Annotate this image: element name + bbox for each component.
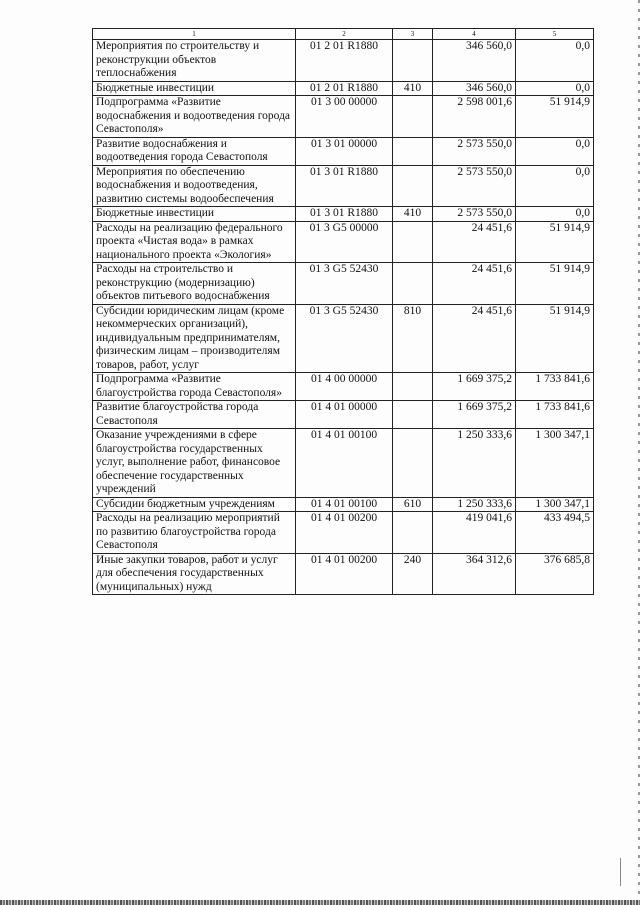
row-code: 01 3 G5 52430 [296,263,393,305]
row-value-2022: 0,0 [516,207,594,222]
row-value-2022: 0,0 [516,137,594,165]
row-value-2022: 0,0 [516,165,594,207]
table-row [93,497,594,512]
row-code: 01 3 01 R1880 [296,207,393,222]
budget-table [92,28,594,595]
row-value-2021: 24 451,6 [433,263,516,305]
table-row [93,207,594,222]
table-row [93,40,594,82]
column-number: 4 [433,29,516,40]
scan-bottom-artifact [0,900,640,905]
row-value-2021: 2 573 550,0 [433,165,516,207]
row-code: 01 4 01 00100 [296,429,393,498]
row-value-2021: 2 598 001,6 [433,96,516,138]
row-name: Мероприятия по обеспечению водоснабжения и водоотведения, развитию системы водообеспечения [93,165,296,207]
row-type: 810 [393,304,433,373]
row-code: 01 3 00 00000 [296,96,393,138]
row-name: Развитие водоснабжения и водоотведения города Севастополя [93,137,296,165]
row-value-2021: 2 573 550,0 [433,207,516,222]
row-value-2022: 0,0 [516,81,594,96]
row-value-2021: 1 250 333,6 [433,497,516,512]
row-code: 01 3 G5 00000 [296,221,393,263]
row-value-2022: 376 685,8 [516,553,594,595]
row-name: Оказание учреждениями в сфере благоустройства государственных услуг, выполнение работ, финансовое обеспечение государственных учреждений [93,429,296,498]
row-code: 01 3 01 R1880 [296,165,393,207]
row-name: Расходы на реализацию мероприятий по развитию благоустройства города Севастополя [93,512,296,554]
row-name: Развитие благоустройства города Севастополя [93,401,296,429]
row-value-2022: 1 300 347,1 [516,429,594,498]
row-code: 01 4 01 00100 [296,497,393,512]
row-value-2022: 1 733 841,6 [516,401,594,429]
column-number: 5 [516,29,594,40]
column-number-row [93,29,594,40]
table-row [93,137,594,165]
row-value-2021: 24 451,6 [433,304,516,373]
table-row [93,81,594,96]
column-number: 2 [296,29,393,40]
table-row [93,96,594,138]
row-type [393,96,433,138]
row-value-2021: 346 560,0 [433,40,516,82]
row-name: Расходы на строительство и реконструкцию (модернизацию) объектов питьевого водоснабжения [93,263,296,305]
row-value-2022: 51 914,9 [516,263,594,305]
row-value-2021: 1 669 375,2 [433,401,516,429]
row-code: 01 4 01 00200 [296,512,393,554]
row-value-2021: 1 250 333,6 [433,429,516,498]
row-value-2022: 51 914,9 [516,304,594,373]
row-value-2022: 0,0 [516,40,594,82]
scan-mark-artifact [620,858,621,886]
table-row [93,553,594,595]
table-row [93,263,594,305]
column-number: 3 [393,29,433,40]
row-code: 01 2 01 R1880 [296,40,393,82]
row-type [393,40,433,82]
row-type [393,221,433,263]
row-code: 01 3 G5 52430 [296,304,393,373]
row-value-2021: 364 312,6 [433,553,516,595]
row-type [393,165,433,207]
row-name: Подпрограмма «Развитие водоснабжения и водоотведения города Севастополя» [93,96,296,138]
row-name: Бюджетные инвестиции [93,81,296,96]
row-code: 01 4 01 00000 [296,401,393,429]
row-value-2021: 346 560,0 [433,81,516,96]
row-type: 240 [393,553,433,595]
table-row [93,304,594,373]
table-row [93,165,594,207]
row-type [393,137,433,165]
row-value-2022: 51 914,9 [516,221,594,263]
row-value-2021: 24 451,6 [433,221,516,263]
row-code: 01 4 01 00200 [296,553,393,595]
row-value-2022: 1 300 347,1 [516,497,594,512]
row-name: Субсидии бюджетным учреждениям [93,497,296,512]
row-type [393,373,433,401]
row-code: 01 2 01 R1880 [296,81,393,96]
row-code: 01 4 00 00000 [296,373,393,401]
row-type: 610 [393,497,433,512]
row-type: 410 [393,207,433,222]
row-value-2021: 2 573 550,0 [433,137,516,165]
row-value-2021: 1 669 375,2 [433,373,516,401]
row-type [393,263,433,305]
row-code: 01 3 01 00000 [296,137,393,165]
row-value-2021: 419 041,6 [433,512,516,554]
table-row [93,221,594,263]
row-name: Мероприятия по строительству и реконструкции объектов теплоснабжения [93,40,296,82]
row-name: Подпрограмма «Развитие благоустройства города Севастополя» [93,373,296,401]
row-value-2022: 1 733 841,6 [516,373,594,401]
row-type: 410 [393,81,433,96]
row-value-2022: 51 914,9 [516,96,594,138]
row-name: Бюджетные инвестиции [93,207,296,222]
row-value-2022: 433 494,5 [516,512,594,554]
row-type [393,429,433,498]
table-row [93,401,594,429]
column-number: 1 [93,29,296,40]
row-name: Иные закупки товаров, работ и услуг для обеспечения государственных (муниципальных) нужд [93,553,296,595]
table-row [93,429,594,498]
row-name: Расходы на реализацию федерального проекта «Чистая вода» в рамках национального проекта «Экология» [93,221,296,263]
table-row [93,512,594,554]
table-row [93,373,594,401]
row-type [393,401,433,429]
row-name: Субсидии юридическим лицам (кроме некоммерческих организаций), индивидуальным предпринимателям, физическим лицам – производителям товаров, работ, услуг [93,304,296,373]
row-type [393,512,433,554]
